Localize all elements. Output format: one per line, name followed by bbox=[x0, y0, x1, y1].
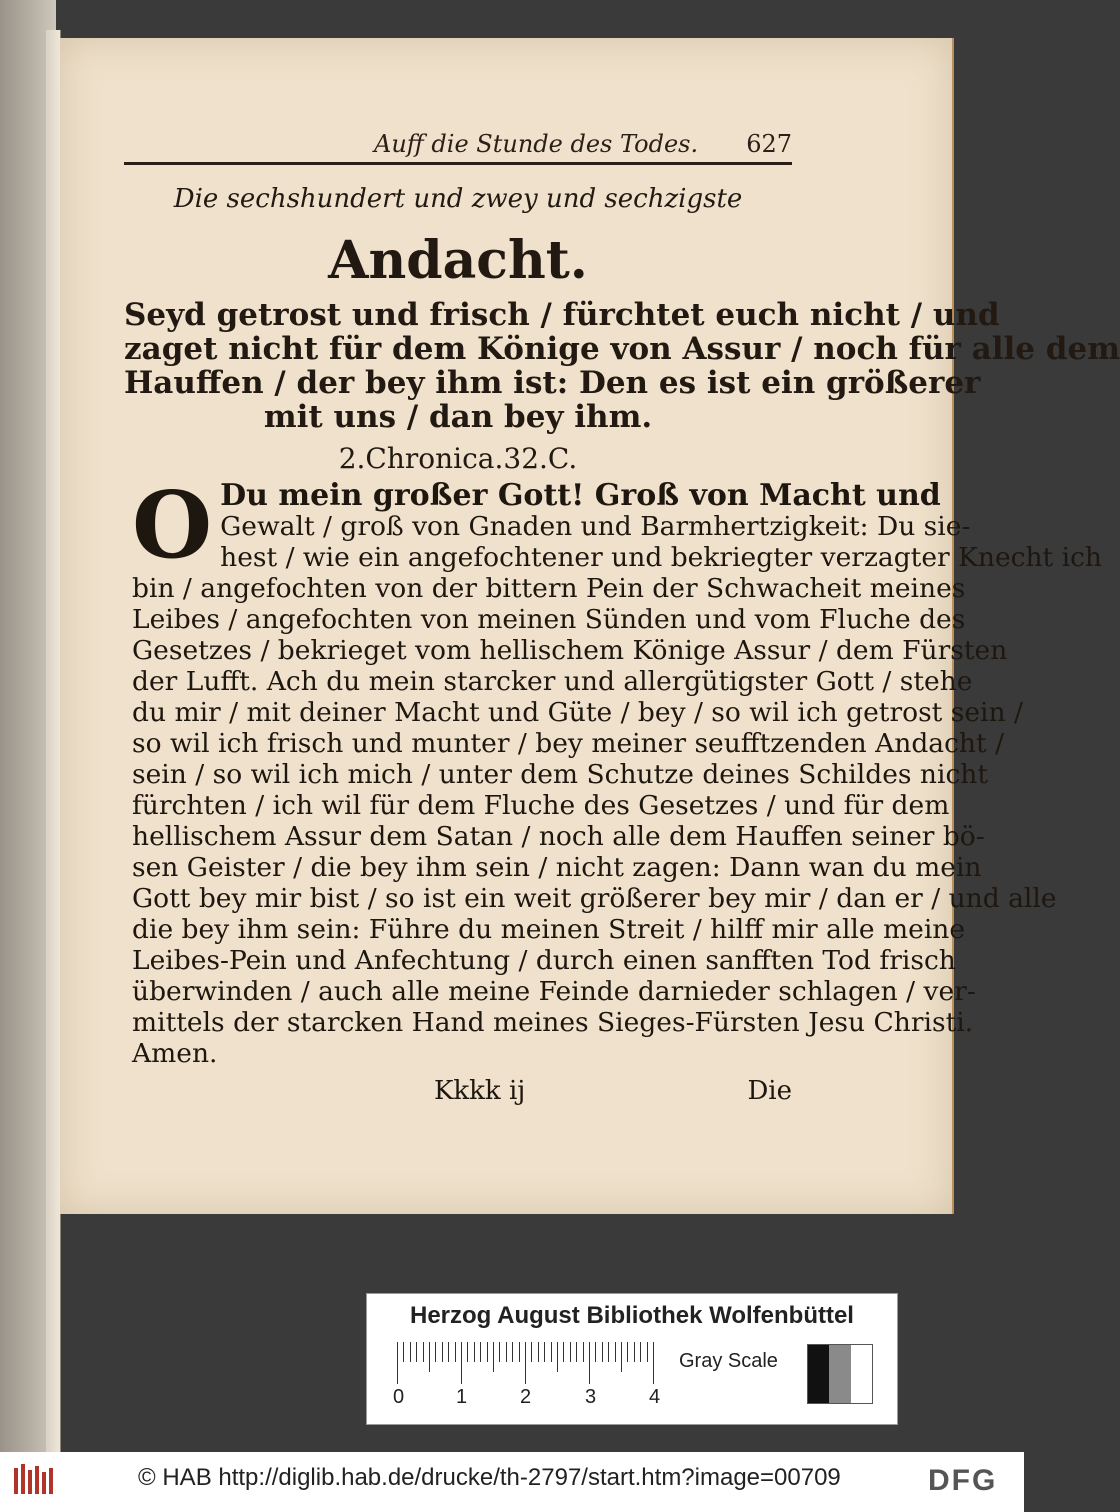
scripture-reference: 2.Chronica.32.C. bbox=[338, 442, 578, 475]
prayer-line: Amen. bbox=[132, 1038, 218, 1069]
ruler-label: 4 bbox=[649, 1386, 661, 1408]
prayer-lead-line: Du mein großer Gott! Groß von Macht und bbox=[220, 478, 941, 513]
ruler-tick bbox=[410, 1342, 411, 1362]
ruler-tick bbox=[403, 1342, 404, 1362]
ruler-tick bbox=[615, 1342, 616, 1362]
ruler-tick bbox=[519, 1342, 520, 1362]
ruler-tick bbox=[570, 1342, 571, 1362]
ruler-label: 2 bbox=[520, 1386, 532, 1408]
prayer-line: Gott bey mir bist / so ist ein weit größerer bey mir / dan er / und alle bbox=[132, 883, 1057, 914]
ruler-tick bbox=[397, 1342, 398, 1384]
gray-swatch bbox=[808, 1345, 829, 1403]
verse-line: Seyd getrost und frisch / fürchtet euch nicht / und bbox=[124, 297, 1000, 333]
prayer-line: überwinden / auch alle meine Feinde darnieder schlagen / ver- bbox=[132, 976, 976, 1007]
dfg-logo: DFG bbox=[928, 1464, 998, 1497]
ruler-tick bbox=[640, 1342, 641, 1362]
prayer-line: der Lufft. Ach du mein starcker und allergütigster Gott / stehe bbox=[132, 666, 973, 697]
prayer-line: Leibes-Pein und Anfechtung / durch einen sanfften Tod frisch bbox=[132, 945, 956, 976]
ruler-tick bbox=[461, 1342, 462, 1384]
catch-line bbox=[124, 1076, 792, 1108]
ruler-tick bbox=[608, 1342, 609, 1362]
prayer-line: du mir / mit deiner Macht und Güte / bey / so wil ich getrost sein / bbox=[132, 697, 1023, 728]
scripture-verse bbox=[124, 297, 1120, 435]
book-page bbox=[60, 38, 1120, 1214]
catchword: Die bbox=[747, 1076, 792, 1106]
ruler-tick bbox=[634, 1342, 635, 1362]
devotion-subtitle: Die sechshundert und zwey und sechzigste bbox=[173, 184, 743, 214]
ruler-tick bbox=[647, 1342, 648, 1362]
signature-mark: Kkkk ij bbox=[434, 1076, 526, 1106]
ruler-tick bbox=[589, 1342, 590, 1384]
ruler-tick bbox=[455, 1342, 456, 1362]
ruler-tick bbox=[480, 1342, 481, 1362]
prayer-line: sen Geister / die bey ihm sein / nicht zagen: Dann wan du mein bbox=[132, 852, 982, 883]
ruler-tick bbox=[435, 1342, 436, 1362]
ruler-tick bbox=[474, 1342, 475, 1362]
ruler-tick bbox=[544, 1342, 545, 1362]
ruler-label: 3 bbox=[585, 1386, 597, 1408]
ruler-tick bbox=[499, 1342, 500, 1362]
ruler-label: 1 bbox=[456, 1386, 468, 1408]
prayer-line: bin / angefochten von der bittern Pein der Schwacheit meines bbox=[132, 573, 966, 604]
ruler-tick bbox=[557, 1342, 558, 1372]
gray-scale-label: Gray Scale bbox=[679, 1350, 778, 1372]
ruler-tick bbox=[595, 1342, 596, 1362]
ruler-tick bbox=[506, 1342, 507, 1362]
verse-line: Hauffen / der bey ihm ist: Den es ist ein größerer bbox=[124, 365, 981, 401]
ruler-tick bbox=[551, 1342, 552, 1362]
gray-swatch bbox=[829, 1345, 850, 1403]
prayer-line: hellischem Assur dem Satan / noch alle dem Hauffen seiner bö- bbox=[132, 821, 985, 852]
verse-line: zaget nicht für dem Könige von Assur / noch für alle dem bbox=[124, 331, 1120, 367]
scale-ruler bbox=[397, 1342, 659, 1384]
ruler-tick bbox=[531, 1342, 532, 1362]
ruler-tick bbox=[512, 1342, 513, 1362]
ruler-tick bbox=[583, 1342, 584, 1362]
ruler-tick bbox=[442, 1342, 443, 1362]
page-number: 627 bbox=[746, 130, 792, 158]
gray-swatch bbox=[851, 1345, 872, 1403]
ruler-tick bbox=[416, 1342, 417, 1362]
library-name: Herzog August Bibliothek Wolfenbüttel bbox=[410, 1302, 854, 1329]
prayer-line: sein / so wil ich mich / unter dem Schutze deines Schildes nicht bbox=[132, 759, 989, 790]
head-rule bbox=[124, 162, 792, 165]
book-fore-edge bbox=[46, 30, 61, 1452]
running-head bbox=[124, 130, 792, 158]
ruler-tick bbox=[429, 1342, 430, 1372]
devotion-title: Andacht. bbox=[328, 230, 588, 291]
ruler-tick bbox=[467, 1342, 468, 1362]
ruler-tick bbox=[653, 1342, 654, 1384]
hab-logo-icon bbox=[12, 1462, 130, 1498]
prayer-line: so wil ich frisch und munter / bey meiner seufftzenden Andacht / bbox=[132, 728, 1005, 759]
gray-swatches bbox=[807, 1344, 873, 1404]
verse-line: mit uns / dan bey ihm. bbox=[263, 399, 653, 435]
drop-capital: O bbox=[132, 471, 213, 579]
prayer-line: fürchten / ich wil für dem Fluche des Gesetzes / und für dem bbox=[132, 790, 950, 821]
prayer-line: Leibes / angefochten von meinen Sünden und vom Fluche des bbox=[132, 604, 966, 635]
running-title: Auff die Stunde des Todes. bbox=[374, 130, 699, 158]
prayer-text bbox=[132, 471, 1103, 1069]
color-calibration-card bbox=[366, 1293, 898, 1425]
prayer-line: die bey ihm sein: Führe du meinen Streit / hilff mir alle meine bbox=[132, 914, 966, 945]
ruler-tick bbox=[423, 1342, 424, 1362]
copyright-link[interactable]: © HAB http://diglib.hab.de/drucke/th-2797/start.htm?image=00709 bbox=[138, 1464, 841, 1491]
ruler-tick bbox=[525, 1342, 526, 1384]
prayer-line: mittels der starcken Hand meines Sieges-Fürsten Jesu Christi. bbox=[132, 1007, 974, 1038]
ruler-tick bbox=[487, 1342, 488, 1362]
ruler-tick bbox=[576, 1342, 577, 1362]
prayer-line: Gesetzes / bekrieget vom hellischem Könige Assur / dem Fürsten bbox=[132, 635, 1008, 666]
ruler-tick bbox=[621, 1342, 622, 1372]
footer-bar bbox=[0, 1452, 1024, 1512]
prayer-line: hest / wie ein angefochtener und bekriegter verzagter Knecht ich bbox=[220, 542, 1103, 573]
ruler-tick bbox=[627, 1342, 628, 1362]
ruler-tick bbox=[602, 1342, 603, 1362]
ruler-tick bbox=[538, 1342, 539, 1362]
prayer-line: Gewalt / groß von Gnaden und Barmhertzigkeit: Du sie- bbox=[220, 511, 971, 542]
ruler-tick bbox=[493, 1342, 494, 1372]
ruler-tick bbox=[448, 1342, 449, 1362]
ruler-label: 0 bbox=[393, 1386, 405, 1408]
ruler-tick bbox=[563, 1342, 564, 1362]
